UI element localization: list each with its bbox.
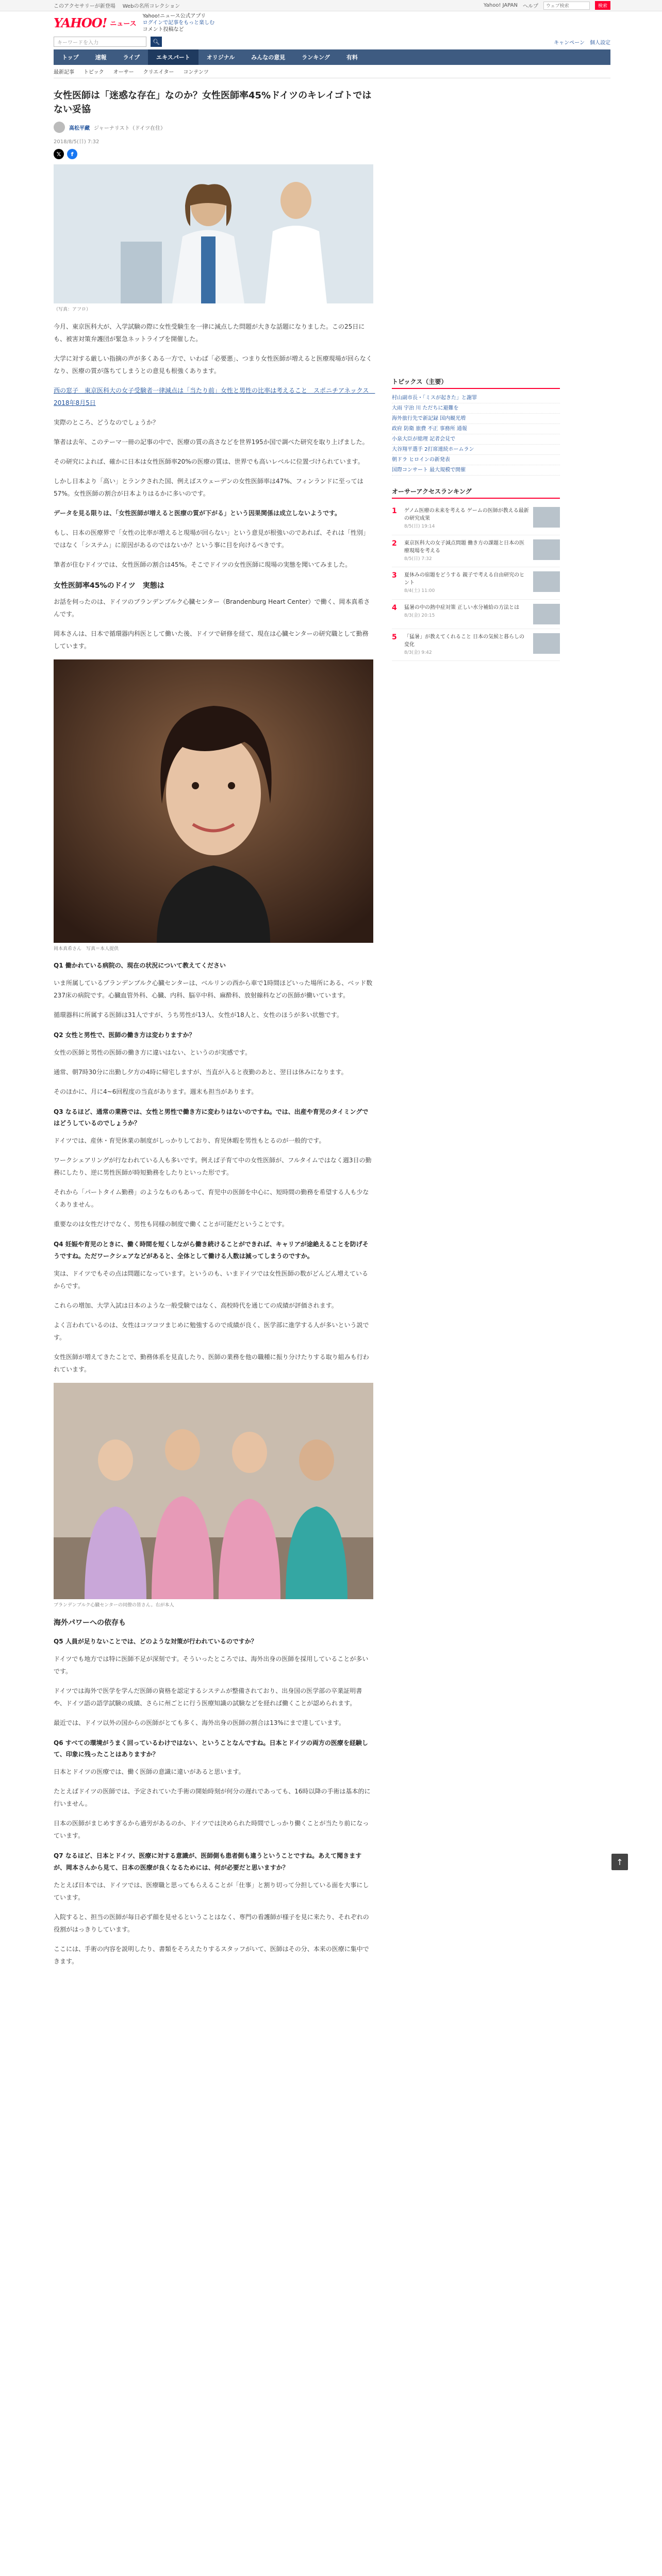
article-paragraph: 女性医師が増えてきたことで、勤務体系を見直したり、医師の業務を他の職種に振り分けたりする取り組みも行われています。: [54, 1353, 369, 1373]
interview-question: Q3 なるほど、通常の業務では、女性と男性で働き方に変わりはないのですね。では、出産や育児のタイミングではどうしているのでしょうか？: [54, 1108, 369, 1127]
rank-number: 1: [392, 507, 397, 515]
article-paragraph: たとえばドイツの医師では、予定されていた手術の開始時刻が何分の遅れであっても、16時以降の手術は基本的に行いません。: [54, 1788, 371, 1808]
article-paragraph: たとえば日本では、ドイツでは、医療職と思ってもらえることが「仕事」と割り切って分担している面を大事にしています。: [54, 1881, 369, 1901]
web-search-input[interactable]: [543, 2, 590, 10]
article-paragraph: 大学に対する厳しい指摘の声が多くある一方で、いわば「必要悪」、つまり女性医師が増えると医療現場が回らなくなり、医療の質が落ちてしまうとの意見も根強くあります。: [54, 355, 372, 375]
rank-title: 東京医科大の女子減点問題 働き方の課題と日本の医療現場を考える: [404, 540, 525, 554]
subtab-topics[interactable]: トピック: [84, 70, 104, 75]
article-paragraph: もし、日本の医療界で「女性の比率が増えると現場が回らない」という意見が根強いのであれば、それは「性別」ではなく「システム」に原因があるのではないか？という事に目を向けるべきです。: [54, 529, 370, 549]
doctors-illustration: [54, 164, 373, 303]
topic-link[interactable]: 大谷翔平選手 2打席連続ホームラン: [392, 445, 560, 455]
topic-link[interactable]: 朝ドラ ヒロインの新発表: [392, 455, 560, 465]
sidebar-spacer: [392, 89, 560, 377]
sub-nav: [54, 65, 610, 78]
article-paragraph: 実は、ドイツでもその点は問題になっています。というのも、いまドイツでは女性医師の数がどんどん増えているからです。: [54, 1269, 368, 1290]
rank-number: 3: [392, 571, 397, 580]
article-paragraph: ワークシェアリングが行なわれている人も多いです。例えば子育て中の女性医師が、フルタイムではなく週3日の勤務にしたり、逆に男性医師が時短勤務をしたりといった形です。: [54, 1157, 372, 1177]
settings-link[interactable]: 個人設定: [590, 40, 610, 46]
interview-question: Q6 すべての環境がうまく回っているわけではない、ということなんですね。日本とドイツの両方の医療を経験して、印象に残ったことはありますか？: [54, 1739, 368, 1758]
help-link[interactable]: ヘルプ: [522, 4, 538, 9]
portrait-illustration: [54, 659, 373, 943]
article-paragraph: その研究によれば、確かに日本は女性医師率20%の医療の質は、世界でも高いレベルに位置づけられています。: [54, 458, 364, 465]
section-heading: 女性医師率45%のドイツ 実態は: [54, 582, 164, 590]
rank-number: 4: [392, 603, 397, 612]
article-paragraph: それから「パートタイム勤務」のようなものもあって、育児中の医師を中心に、短時間の勤務を希望する人も少なくありません。: [54, 1189, 369, 1209]
article-paragraph: 日本の医師がまじめすぎるから過労があるのか、ドイツでは決められた時間でしっかり働くことが当たり前になっています。: [54, 1820, 369, 1840]
interview-question: Q1 働かれている病院の、現在の状況について教えてください: [54, 962, 226, 969]
subtab-latest[interactable]: 最新記事: [54, 70, 74, 75]
article-paragraph: 循環器科に所属する医師は31人ですが、うち男性が13人、女性が18人と、女性のほうが多い状態です。: [54, 1011, 343, 1019]
article-paragraph: 最近では、ドイツ以外の国からの医師がとても多く、海外出身の医師の割合は13%にまで達しています。: [54, 1719, 345, 1726]
x-share-icon[interactable]: 𝕏: [54, 149, 64, 159]
rank-thumbnail: [533, 507, 560, 528]
topic-link[interactable]: 国際コンサート 最大規模で開催: [392, 465, 560, 476]
rank-thumbnail: [533, 571, 560, 592]
author-avatar[interactable]: [54, 122, 65, 133]
article-paragraph: ドイツでは海外で医学を学んだ医師の資格を認定するシステムが整備されており、出身国の医学部の卒業証明書や、ドイツ語の語学試験の成績、さらに州ごとに行う医療知識の試験などを経れば働くことが認められます。: [54, 1687, 362, 1707]
rank-meta: 8/5(日) 7:32: [404, 556, 432, 562]
brand-header: [0, 11, 662, 34]
promo-line-2: ログインで記事をもっと楽しむ: [142, 20, 215, 26]
interview-question: Q4 妊娠や育児のときに、働く時間を短くしながら働き続けることができれば、キャリアが途絶えることを防げそうですね。ただワークシェアなどがあると、全体として働ける人数は減ってしまうのですか。: [54, 1241, 369, 1260]
top-utility-bar: [0, 0, 662, 11]
utility-link-2[interactable]: Webの名所コレクション: [122, 4, 180, 9]
photo-caption-3: ブランデンブルク心臓センターの同僚の皆さん。右が本人: [54, 1602, 174, 1608]
article-paragraph: 実際のところ、どうなのでしょうか？: [54, 419, 159, 426]
article-photo-doctors: [54, 164, 373, 303]
tab-top[interactable]: トップ: [62, 54, 79, 61]
publish-date: 2018/8/5(日) 7:32: [54, 139, 100, 145]
ranking-item[interactable]: [392, 567, 560, 600]
tab-breaking[interactable]: 速報: [95, 54, 107, 61]
section-heading: 海外パワーへの依存も: [54, 1618, 126, 1627]
ranking-item[interactable]: [392, 503, 560, 535]
ranking-item[interactable]: [392, 600, 560, 629]
article-paragraph: 重要なのは女性だけでなく、男性も同様の制度で働くことが可能だということです。: [54, 1221, 288, 1228]
topic-link[interactable]: 村山副市長・「ミスが起きた」と謝罪: [392, 393, 560, 403]
topic-link[interactable]: 政府 防衛 旅費 不正 事務所 通報: [392, 424, 560, 434]
facebook-share-icon[interactable]: f: [67, 149, 77, 159]
yahoo-japan-link[interactable]: Yahoo! JAPAN: [484, 3, 518, 8]
tab-original[interactable]: オリジナル: [206, 54, 235, 61]
author-role: ジャーナリスト（ドイツ在住）: [94, 125, 166, 131]
rank-thumbnail: [533, 604, 560, 624]
rank-meta: 8/3(金) 20:15: [404, 613, 435, 618]
tab-opinion[interactable]: みんなの意見: [251, 54, 286, 61]
topic-link[interactable]: 海外旅行先で新記録 国内観光増: [392, 414, 560, 424]
photo-caption-1: （写真：アフロ）: [54, 307, 91, 312]
article-paragraph: よく言われているのは、女性はコツコツまじめに勉強するので成績が良く、医学部に進学する人が多いという説です。: [54, 1321, 369, 1341]
interview-question: Q2 女性と男性で、医師の働き方は変わりますか？: [54, 1031, 195, 1039]
rank-number: 2: [392, 539, 397, 548]
utility-link-1[interactable]: このアクセサリーが新登場: [54, 4, 115, 9]
author-name[interactable]: 高松平藏: [69, 125, 90, 131]
article-paragraph: ここには、手術の内容を説明したり、書類をそろえたりするスタッフがいて、医師はその分、本来の医療に集中できます。: [54, 1945, 369, 1965]
related-article-link[interactable]: 西の窓子 東京医科大の女子受験者一律減点は「当たり前」女性と男性の比率は考えること スポニチアネックス 2018年8月5日: [54, 387, 375, 406]
rank-meta: 8/4(土) 11:00: [404, 588, 435, 594]
article-column: [54, 89, 373, 1975]
rank-title: 夏休みの宿題をどうする 親子で考える自由研究のヒント: [404, 572, 525, 586]
article-photo-colleagues: [54, 1383, 373, 1599]
article-paragraph: データを見る限りは、「女性医師が増えると医療の質が下がる」という因果関係は成立しないようです。: [54, 510, 341, 517]
subtab-contents[interactable]: コンテンツ: [183, 70, 209, 75]
byline: [54, 122, 373, 133]
article-paragraph: これらの増加、大学入試は日本のような一般受験ではなく、高校時代を通じての成績が評価されます。: [54, 1301, 338, 1309]
photo-caption-2: 岡本真希さん 写真＝本人提供: [54, 946, 119, 952]
article-paragraph: 女性の医師と男性の医師の働き方に違いはない、というのが実感です。: [54, 1048, 252, 1056]
sidebar: [392, 89, 560, 1975]
article-paragraph: しかし日本より「高い」とランクされた国、例えばスウェーデンの女性医師率は47%、フィンランドに至っては57%。女性医師の割合が日本よりはるかに多いのです。: [54, 478, 363, 497]
news-search-input[interactable]: キーワードを入力: [54, 37, 146, 47]
article-paragraph: 入院すると、担当の医師が毎日必ず顔を見せるということはなく、専門の看護師が様子を見に来たり、それぞれの役割がはっきりしています。: [54, 1913, 369, 1933]
interview-question: Q7 なるほど、日本とドイツ、医療に対する意識が、医師側も患者側も違うということですね。あえて聞きますが、岡本さんから見て、日本の医療が良くなるためには、何が必要だと思いますか？: [54, 1852, 362, 1871]
promo-line-3: コメント投稿など: [142, 26, 184, 32]
tab-expert[interactable]: エキスパート: [148, 49, 198, 65]
article-paragraph: ドイツでは、産休・育児休業の制度がしっかりしており、育児休暇を男性もとるのが一般的です。: [54, 1137, 325, 1145]
ranking-item[interactable]: [392, 535, 560, 568]
main-nav: [54, 49, 610, 65]
news-search-row: [0, 34, 662, 49]
rank-meta: 8/5(日) 19:14: [404, 524, 435, 529]
article-title: 女性医師は「迷惑な存在」なのか？女性医師率45%ドイツのキレイゴトではない妥協: [54, 90, 372, 115]
subtab-creator[interactable]: クリエイター: [143, 70, 174, 75]
app-promo[interactable]: [143, 13, 215, 33]
colleagues-illustration: [54, 1383, 373, 1599]
topics-heading: トピックス（主要）: [392, 377, 560, 389]
campaign-link[interactable]: キャンペーン: [554, 40, 585, 46]
tab-ranking[interactable]: ランキング: [302, 54, 330, 61]
article-paragraph: そのほかに、月に4~6回程度の当直があります。週末も担当があります。: [54, 1088, 258, 1095]
rank-thumbnail: [533, 539, 560, 560]
article-paragraph: ドイツでも地方では特に医師不足が深刻です。そういったところでは、海外出身の医師を採用していることが多いです。: [54, 1655, 369, 1675]
search-icon[interactable]: 🔍︎: [151, 37, 162, 47]
rank-thumbnail: [533, 633, 560, 654]
article-paragraph: 岡本さんは、日本で循環器内科医として働いた後、ドイツで研修を経て、現在は心臓センターの研究職として勤務しています。: [54, 630, 369, 650]
ranking-heading: オーサーアクセスランキング: [392, 487, 560, 499]
article-paragraph: 筆者が住むドイツでは、女性医師の割合は45%。そこでドイツの女性医師に現場の実態を聞いてみました。: [54, 561, 352, 568]
web-search-button[interactable]: 検索: [595, 1, 610, 10]
share-buttons: [54, 149, 373, 159]
yahoo-logo[interactable]: YAHOO!: [54, 15, 107, 30]
tab-paid[interactable]: 有料: [346, 54, 358, 61]
rank-number: 5: [392, 633, 397, 641]
interview-question: Q5 人員が足りないことでは、どのような対策が行われているのですか？: [54, 1637, 257, 1645]
rank-title: ゲノム医療の未来を考える ゲームの医師が教える最新の研究成果: [404, 508, 529, 521]
rank-meta: 8/3(金) 9:42: [404, 650, 432, 655]
back-to-top-button[interactable]: ↑: [611, 1854, 628, 1870]
rank-title: 「猛暑」が教えてくれること 日本の気候と暮らしの変化: [404, 634, 525, 648]
article-paragraph: お話を伺ったのは、ドイツのブランデンブルク心臓センター（Brandenburg Heart Center）で働く、岡本真希さんです。: [54, 598, 370, 618]
tab-live[interactable]: ライブ: [123, 54, 140, 61]
topic-link[interactable]: 大雨 宇治 川 ただちに避難を: [392, 403, 560, 414]
article-paragraph: 筆者は去年、このテーマ一冊の記事の中で、医療の質の高さなどを世界195か国で調べた研究を取り上げました。: [54, 438, 369, 446]
news-section-label[interactable]: ニュース: [110, 20, 137, 28]
topic-link[interactable]: 小泉大臣が総理 記者会見で: [392, 434, 560, 445]
article-paragraph: 今月、東京医科大が、入学試験の際に女性受験生を一律に減点した問題が大きな話題になりました。この25日にも、被害対策弁護団が緊急ネットライブを開催した。: [54, 323, 365, 343]
ranking-item[interactable]: [392, 629, 560, 662]
article-paragraph: 日本とドイツの医療では、働く医師の意識に違いがあると思います。: [54, 1768, 245, 1776]
promo-line-1: Yahoo!ニュース公式アプリ: [142, 13, 206, 19]
article-photo-portrait: [54, 659, 373, 943]
article-paragraph: 通常、朝7時30分に出勤し夕方の4時に帰宅しますが、当直が入ると夜勤のあと、翌日は休みになります。: [54, 1068, 347, 1076]
article-paragraph: いま所属しているブランデンブルク心臓センターは、ベルリンの西から車で1時間ほどいった場所にある、ベッド数237床の病院です。心臓血管外科、心臓、内科、脳卒中科、麻酔科、放射線科などの医師が働いています。: [54, 979, 373, 999]
subtab-author[interactable]: オーサー: [113, 70, 134, 75]
rank-title: 猛暑の中の熱中症対策 正しい水分補給の方法とは: [404, 604, 520, 611]
